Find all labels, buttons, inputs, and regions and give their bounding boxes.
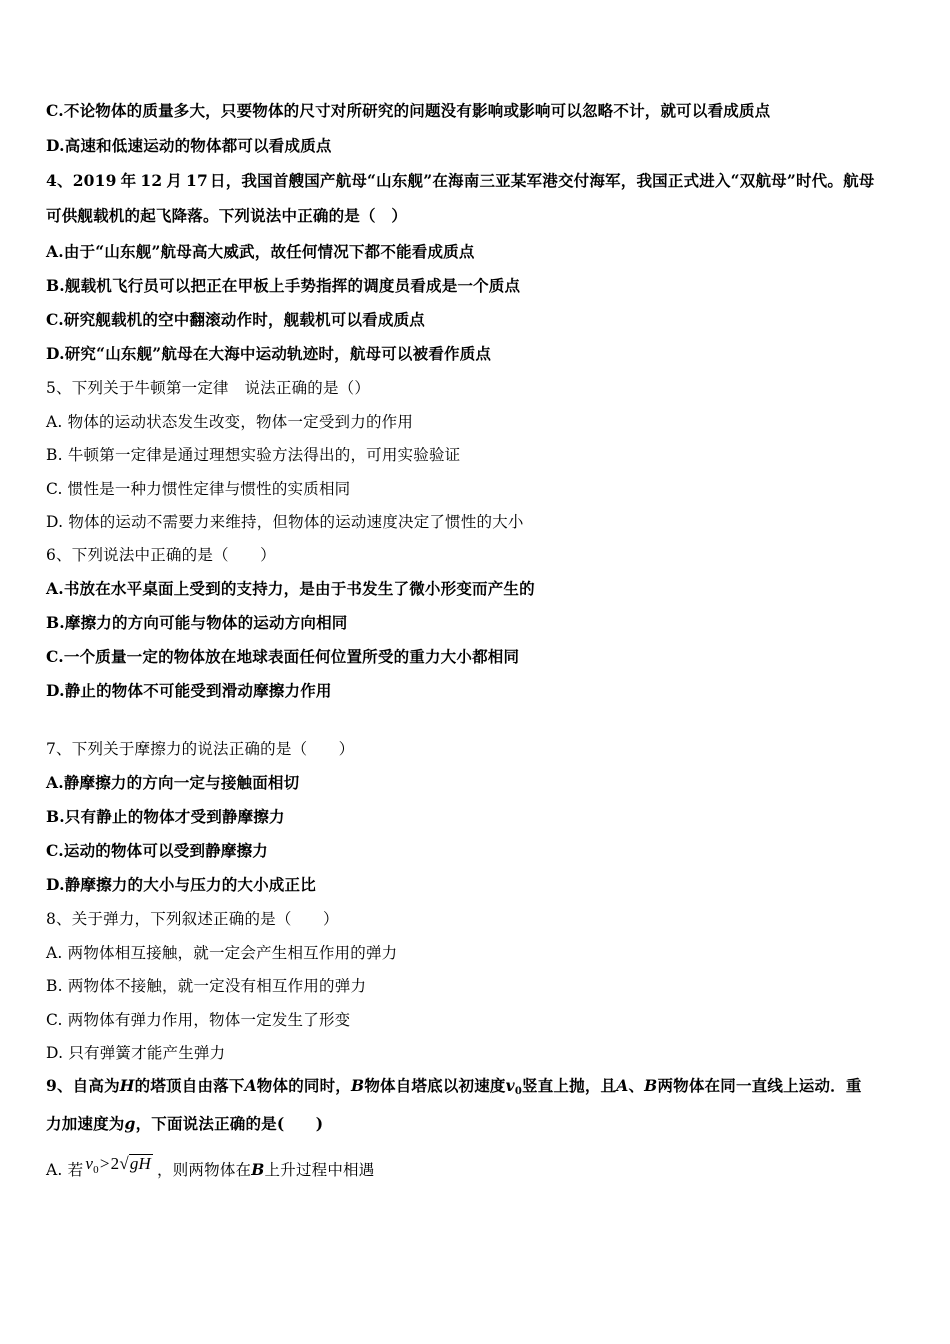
- option-text: 静摩擦力的方向一定与接触面相切: [63, 773, 300, 792]
- q7-stem: [46, 739, 908, 759]
- var-v: v: [505, 1076, 515, 1095]
- q5-option-c: [46, 479, 908, 499]
- option-text: ，则两物体在: [157, 1161, 252, 1179]
- q4-text: 年: [120, 171, 137, 190]
- q7-option-c: [46, 841, 908, 861]
- q8-option-a: [46, 943, 908, 963]
- var-B: B: [251, 1160, 265, 1179]
- q4-stem-line2: [46, 206, 908, 226]
- math-greater-than: >: [99, 1154, 110, 1173]
- q3-option-d: [46, 136, 908, 156]
- option-text: A. 物体的运动状态发生改变，物体一定受到力的作用: [46, 413, 414, 431]
- q9-option-a: [46, 1154, 908, 1186]
- q4-option-d: [46, 344, 908, 364]
- option-text: C. 惯性是一种力惯性定律与惯性的实质相同: [46, 480, 351, 498]
- q5-stem: [46, 378, 908, 398]
- q9-text: 竖直上抛，且: [522, 1076, 617, 1095]
- q5-option-a: [46, 412, 908, 432]
- math-condition: [85, 1154, 153, 1180]
- q9-text: 的塔顶自由落下: [134, 1076, 245, 1095]
- option-prefix: C.: [46, 101, 64, 120]
- math-v-subscript: 0: [93, 1164, 99, 1176]
- option-text: 由于“山东舰”航母高大威武，故任何情况下都不能看成质点: [63, 242, 475, 261]
- q8-stem: [46, 909, 908, 929]
- math-coefficient: 2: [110, 1154, 120, 1173]
- option-text: 一个质量一定的物体放在地球表面任何位置所受的重力大小都相同: [63, 647, 520, 666]
- option-text: B. 牛顿第一定律是通过理想实验方法得出的，可用实验验证: [46, 446, 461, 464]
- q5-option-d: [46, 512, 908, 532]
- option-prefix: D.: [46, 875, 65, 894]
- option-prefix: A.: [46, 242, 64, 261]
- var-B: B: [351, 1076, 365, 1095]
- q4-option-a: [46, 242, 908, 262]
- q4-option-b: [46, 276, 908, 296]
- option-text: 摩擦力的方向可能与物体的运动方向相同: [64, 613, 348, 632]
- option-text: 舰载机飞行员可以把正在甲板上手势指挥的调度员看成是一个质点: [64, 276, 521, 295]
- q9-text: 力加速度为: [46, 1114, 125, 1133]
- q4-stem-line1: [46, 171, 908, 191]
- option-text: 不论物体的质量多大，只要物体的尺寸对所研究的问题没有影响或影响可以忽略不计，就可以看成质点: [63, 101, 771, 120]
- q5-option-b: [46, 445, 908, 465]
- q7-text: 7、下列关于摩擦力的说法正确的是（ ）: [46, 740, 355, 758]
- q5-text: 5、下列关于牛顿第一定律 说法正确的是（）: [46, 379, 371, 397]
- q9-stem-line2: [46, 1114, 908, 1134]
- q6-option-d: [46, 681, 908, 701]
- q9-text: 9、自高为: [46, 1076, 120, 1095]
- option-text: 上升过程中相遇: [264, 1161, 375, 1179]
- option-prefix: B.: [46, 807, 65, 826]
- q7-option-a: [46, 773, 908, 793]
- var-B: B: [644, 1076, 658, 1095]
- q8-text: 8、关于弹力，下列叙述正确的是（ ）: [46, 910, 339, 928]
- q6-option-c: [46, 647, 908, 667]
- q6-option-a: [46, 579, 908, 599]
- option-prefix: A. 若: [46, 1161, 84, 1179]
- q9-stem-line1: [46, 1076, 908, 1102]
- q4-text: 可供舰载机的起飞降落。下列说法中正确的是（ ）: [46, 206, 408, 225]
- option-text: A. 两物体相互接触，就一定会产生相互作用的弹力: [46, 944, 398, 962]
- q4-option-c: [46, 310, 908, 330]
- option-text: C. 两物体有弹力作用，物体一定发生了形变: [46, 1011, 351, 1029]
- var-H: H: [119, 1076, 135, 1095]
- q9-text: 物体的同时，: [256, 1076, 351, 1095]
- option-text: 静止的物体不可能受到滑动摩擦力作用: [64, 681, 332, 700]
- option-text: 研究舰载机的空中翻滚动作时，舰载机可以看成质点: [63, 310, 425, 329]
- math-radicand: gH: [129, 1154, 152, 1173]
- q9-text: 两物体在同一直线上运动．重: [657, 1076, 862, 1095]
- option-prefix: B.: [46, 613, 65, 632]
- option-prefix: C.: [46, 310, 64, 329]
- q9-text: 、: [628, 1076, 645, 1095]
- option-prefix: D.: [46, 344, 65, 363]
- q7-option-d: [46, 875, 908, 895]
- option-text: 静摩擦力的大小与压力的大小成正比: [64, 875, 316, 894]
- option-text: 高速和低速运动的物体都可以看成质点: [64, 136, 332, 155]
- q4-text: 月: [166, 171, 183, 190]
- var-g: g: [124, 1114, 136, 1133]
- option-prefix: A.: [46, 579, 64, 598]
- q4-day: 17: [186, 171, 209, 190]
- q4-month: 12: [140, 171, 163, 190]
- option-prefix: B.: [46, 276, 65, 295]
- q8-option-d: [46, 1043, 908, 1063]
- q7-option-b: [46, 807, 908, 827]
- q8-option-b: [46, 976, 908, 996]
- math-v: v: [85, 1154, 94, 1173]
- q4-year: 2019: [72, 171, 117, 190]
- q6-text: 6、下列说法中正确的是（ ）: [46, 546, 276, 564]
- q4-number: 4、: [46, 171, 73, 190]
- option-prefix: D.: [46, 136, 65, 155]
- option-text: 运动的物体可以受到静摩擦力: [63, 841, 268, 860]
- var-A: A: [244, 1076, 257, 1095]
- q6-option-b: [46, 613, 908, 633]
- q6-stem: [46, 545, 908, 565]
- var-v-subscript: 0: [514, 1086, 523, 1097]
- q9-text: 物体自塔底以初速度: [364, 1076, 506, 1095]
- q9-text: ，下面说法正确的是( ): [135, 1114, 324, 1133]
- option-prefix: C.: [46, 647, 64, 666]
- var-A: A: [616, 1076, 629, 1095]
- option-text: D. 只有弹簧才能产生弹力: [46, 1044, 226, 1062]
- option-text: B. 两物体不接触，就一定没有相互作用的弹力: [46, 977, 367, 995]
- q8-option-c: [46, 1010, 908, 1030]
- q4-text: 日，我国首艘国产航母“山东舰”在海南三亚某军港交付海军，我国正式进入“双航母”时代。航母: [210, 171, 875, 190]
- option-text: 书放在水平桌面上受到的支持力，是由于书发生了微小形变而产生的: [63, 579, 535, 598]
- option-prefix: A.: [46, 773, 64, 792]
- option-prefix: C.: [46, 841, 64, 860]
- option-text: D. 物体的运动不需要力来维持，但物体的运动速度决定了惯性的大小: [46, 513, 524, 531]
- q3-option-c: [46, 101, 908, 121]
- option-prefix: D.: [46, 681, 65, 700]
- option-text: 只有静止的物体才受到静摩擦力: [64, 807, 285, 826]
- option-text: 研究“山东舰”航母在大海中运动轨迹时，航母可以被看作质点: [64, 344, 492, 363]
- sqrt-icon: √: [119, 1154, 129, 1173]
